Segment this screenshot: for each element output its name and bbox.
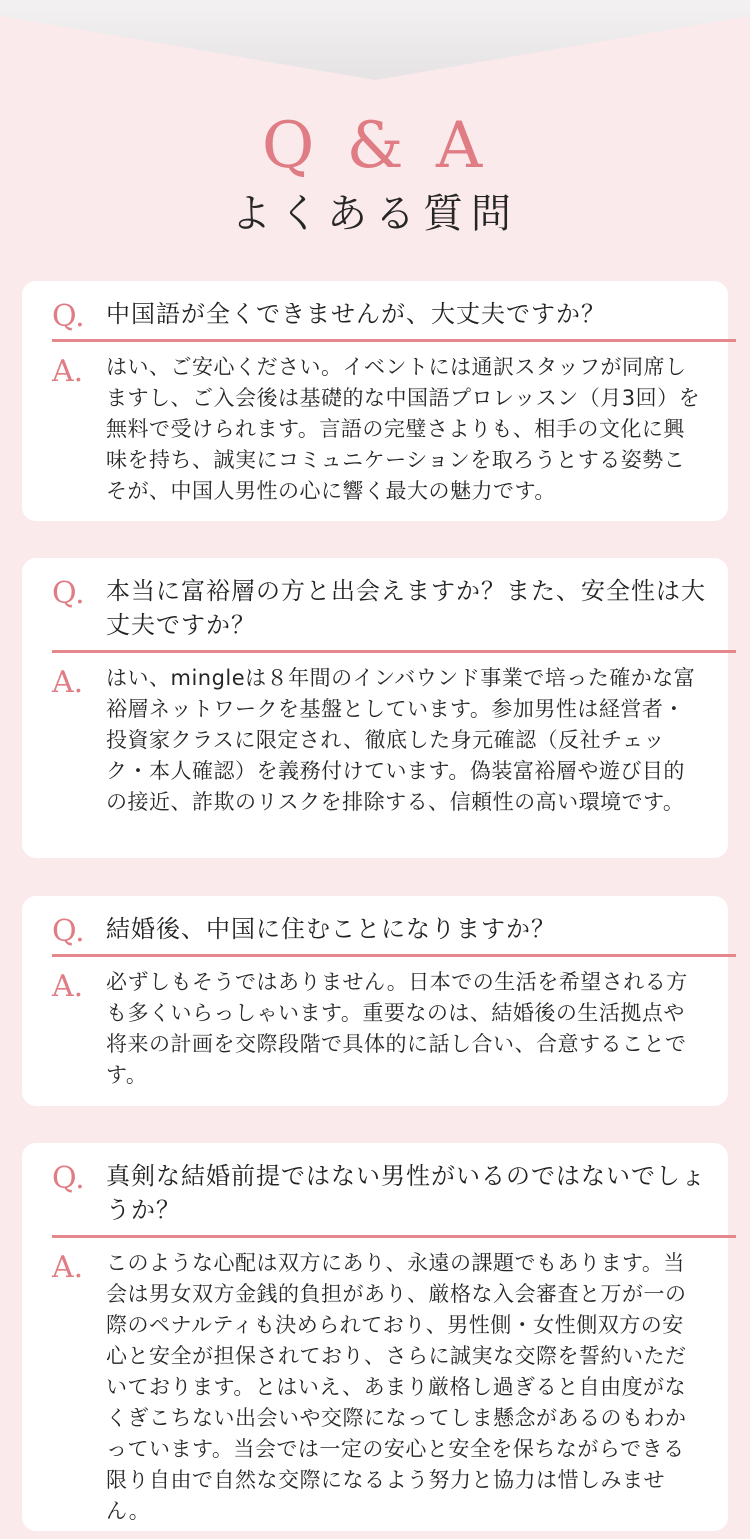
faq-question-row: [22, 281, 728, 339]
faq-question: 結婚後、中国に住むことになりますか？: [106, 915, 556, 943]
faq-question-row: [22, 896, 728, 954]
answer-mark-label: A.: [52, 1250, 84, 1285]
faq-card: [22, 558, 728, 858]
faq-question-row: [22, 1143, 728, 1235]
page-header: [0, 108, 750, 240]
faq-answer: このような心配は双方にあり、永遠の課題でもあります。当会は男女双方金銭的負担があり、厳格な入会審査と万が一の際のペナルティも決められており、男性側・女性側双方の安心と安全が担保されており、さらに誠実な交際を誓約いただいております。とはいえ、あまり厳格し過ぎると自由度がなくぎこちない出会いや交際になってしま懸念があるのもわかっています。当会では一定の安心と安全を保ちながらできる限り自由で自然な交際になるよう努力と協力は惜しみません。: [106, 1251, 687, 1523]
answer-mark-label: A.: [52, 665, 84, 700]
faq-card: [22, 1143, 728, 1531]
faq-answer: はい、mingleは８年間のインバウンド事業で培った確かな富裕層ネットワークを基盤としています。参加男性は経営者・投資家クラスに限定され、徹底した身元確認（反社チェック・本人確認）を義務付けています。偽装富裕層や遊び目的の接近、詐欺のリスクを排除する、信頼性の高い環境です。: [106, 666, 696, 814]
faq-question: 真剣な結婚前提ではない男性がいるのではないでしょうか？: [106, 1162, 706, 1224]
faq-card: [22, 896, 728, 1106]
question-mark-label: Q.: [52, 1161, 85, 1196]
qa-title: Q & A: [261, 109, 489, 183]
faq-card: [22, 281, 728, 521]
question-mark-label: Q.: [52, 299, 85, 334]
answer-mark-label: A.: [52, 969, 84, 1004]
faq-answer: はい、ご安心ください。イベントには通訳スタッフが同席しますし、ご入会後は基礎的な中国語プロレッスン（月3回）を無料で受けられます。言語の完璧さよりも、相手の文化に興味を持ち、誠実にコミュニケーションを取ろうとする姿勢こそが、中国人男性の心に響く最大の魅力です。: [106, 355, 701, 503]
faq-answer-row: [22, 957, 728, 1103]
faq-answer: 必ずしもそうではありません。日本での生活を希望される方も多くいらっしゃいます。重要なのは、結婚後の生活拠点や将来の計画を交際段階で具体的に話し合い、合意することです。: [106, 970, 688, 1087]
question-mark-label: Q.: [52, 576, 85, 611]
faq-answer-row: [22, 653, 728, 830]
top-decorative-band: [0, 0, 750, 80]
faq-answer-row: [22, 342, 728, 519]
page-subtitle: よくある質問: [231, 191, 519, 237]
answer-mark-label: A.: [52, 354, 84, 389]
faq-question-row: [22, 558, 728, 650]
faq-question: 本当に富裕層の方と出会えますか？また、安全性は大丈夫ですか？: [106, 577, 706, 639]
faq-question: 中国語が全くできませんが、大丈夫ですか？: [106, 300, 606, 328]
faq-answer-row: [22, 1238, 728, 1539]
question-mark-label: Q.: [52, 914, 85, 949]
